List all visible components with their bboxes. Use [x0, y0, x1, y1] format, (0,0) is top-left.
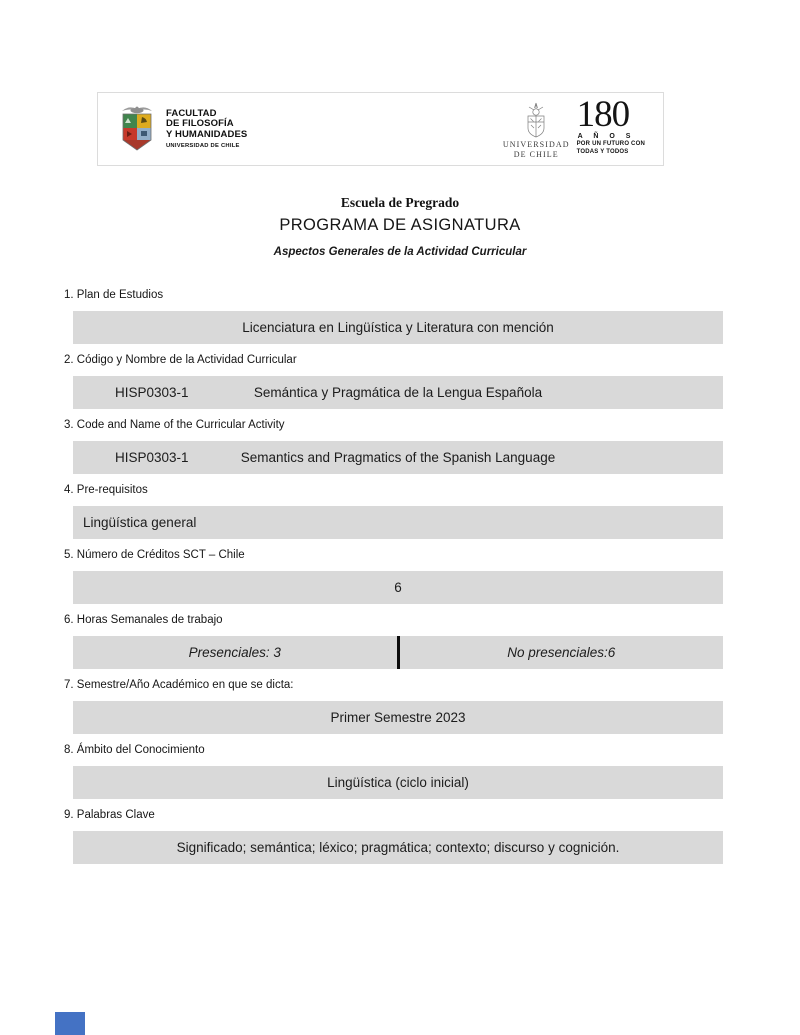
anniversary-slogan-line2: TODAS Y TODOS	[576, 148, 629, 155]
section-label: 7. Semestre/Año Académico en que se dicta:	[64, 679, 294, 691]
course-code: HISP0303-1	[115, 385, 189, 400]
anniversary-block	[576, 94, 645, 156]
section-palabras-clave	[0, 808, 800, 864]
section-creditos-sct	[0, 548, 800, 604]
university-anniversary-logo	[502, 94, 645, 160]
header-band	[97, 92, 664, 166]
field-code-name-en	[73, 441, 723, 474]
course-name-en: Semantics and Pragmatics of the Spanish Language	[240, 450, 556, 465]
sections-list	[0, 288, 800, 873]
course-code: HISP0303-1	[115, 450, 189, 465]
section-ambito	[0, 743, 800, 799]
university-name-line: UNIVERSIDAD	[502, 140, 570, 149]
section-code-name-en	[0, 418, 800, 474]
university-name	[503, 140, 570, 160]
field-ambito	[73, 766, 723, 799]
page-subtitle: Aspectos Generales de la Actividad Curricular	[273, 246, 527, 258]
faculty-name-line: DE FILOSOFÍA	[166, 118, 234, 130]
section-label: 4. Pre-requisitos	[64, 484, 148, 496]
field-codigo-nombre	[73, 376, 723, 409]
field-value: Significado; semántica; léxico; pragmática; contexto; discurso y cognición.	[176, 840, 620, 855]
section-label: 9. Palabras Clave	[64, 809, 155, 821]
faculty-name-line: Y HUMANIDADES	[166, 129, 248, 141]
section-label: 3. Code and Name of the Curricular Activity	[64, 419, 285, 431]
anniversary-slogan-line1: POR UN FUTURO CON	[576, 141, 645, 148]
section-horas-semanales	[0, 613, 800, 669]
section-semestre	[0, 678, 800, 734]
page-break-blue-mark	[55, 1012, 85, 1035]
faculty-crest-icon	[116, 104, 158, 154]
faculty-logo-text	[166, 109, 247, 149]
field-value: 6	[394, 580, 402, 595]
section-label: 1. Plan de Estudios	[64, 289, 164, 301]
field-plan-de-estudios	[73, 311, 723, 344]
section-label: 8. Ámbito del Conocimiento	[64, 744, 205, 756]
university-seal-block	[503, 102, 570, 160]
field-creditos-sct	[73, 571, 723, 604]
section-prerequisitos	[0, 483, 800, 539]
faculty-logo	[116, 104, 247, 154]
section-codigo-nombre	[0, 353, 800, 409]
section-label: 2. Código y Nombre de la Actividad Curricular	[64, 354, 297, 366]
hours-no-presenciales: No presenciales:6	[507, 645, 616, 660]
field-value: Primer Semestre 2023	[330, 710, 466, 725]
faculty-university-subline: UNIVERSIDAD DE CHILE	[166, 142, 240, 149]
course-name-es: Semántica y Pragmática de la Lengua Española	[253, 385, 543, 400]
section-plan-de-estudios	[0, 288, 800, 344]
university-name-line: DE CHILE	[513, 150, 559, 159]
university-seal-icon	[522, 102, 550, 138]
section-label: 6. Horas Semanales de trabajo	[64, 614, 223, 626]
field-semestre	[73, 701, 723, 734]
field-value: Licenciatura en Lingüística y Literatura con mención	[242, 320, 554, 335]
faculty-name-line: FACULTAD	[166, 107, 217, 119]
field-horas-semanales	[73, 636, 723, 669]
page-title: PROGRAMA DE ASIGNATURA	[279, 216, 521, 234]
anniversary-unit: A Ñ O S	[577, 133, 635, 141]
school-title: Escuela de Pregrado	[340, 195, 460, 210]
field-value: Lingüística (ciclo inicial)	[327, 775, 469, 790]
field-prerequisitos	[73, 506, 723, 539]
section-label: 5. Número de Créditos SCT – Chile	[64, 549, 245, 561]
anniversary-number: 180	[576, 94, 630, 135]
field-palabras-clave	[73, 831, 723, 864]
hours-presenciales: Presenciales: 3	[188, 645, 281, 660]
field-value: Lingüística general	[83, 515, 197, 530]
